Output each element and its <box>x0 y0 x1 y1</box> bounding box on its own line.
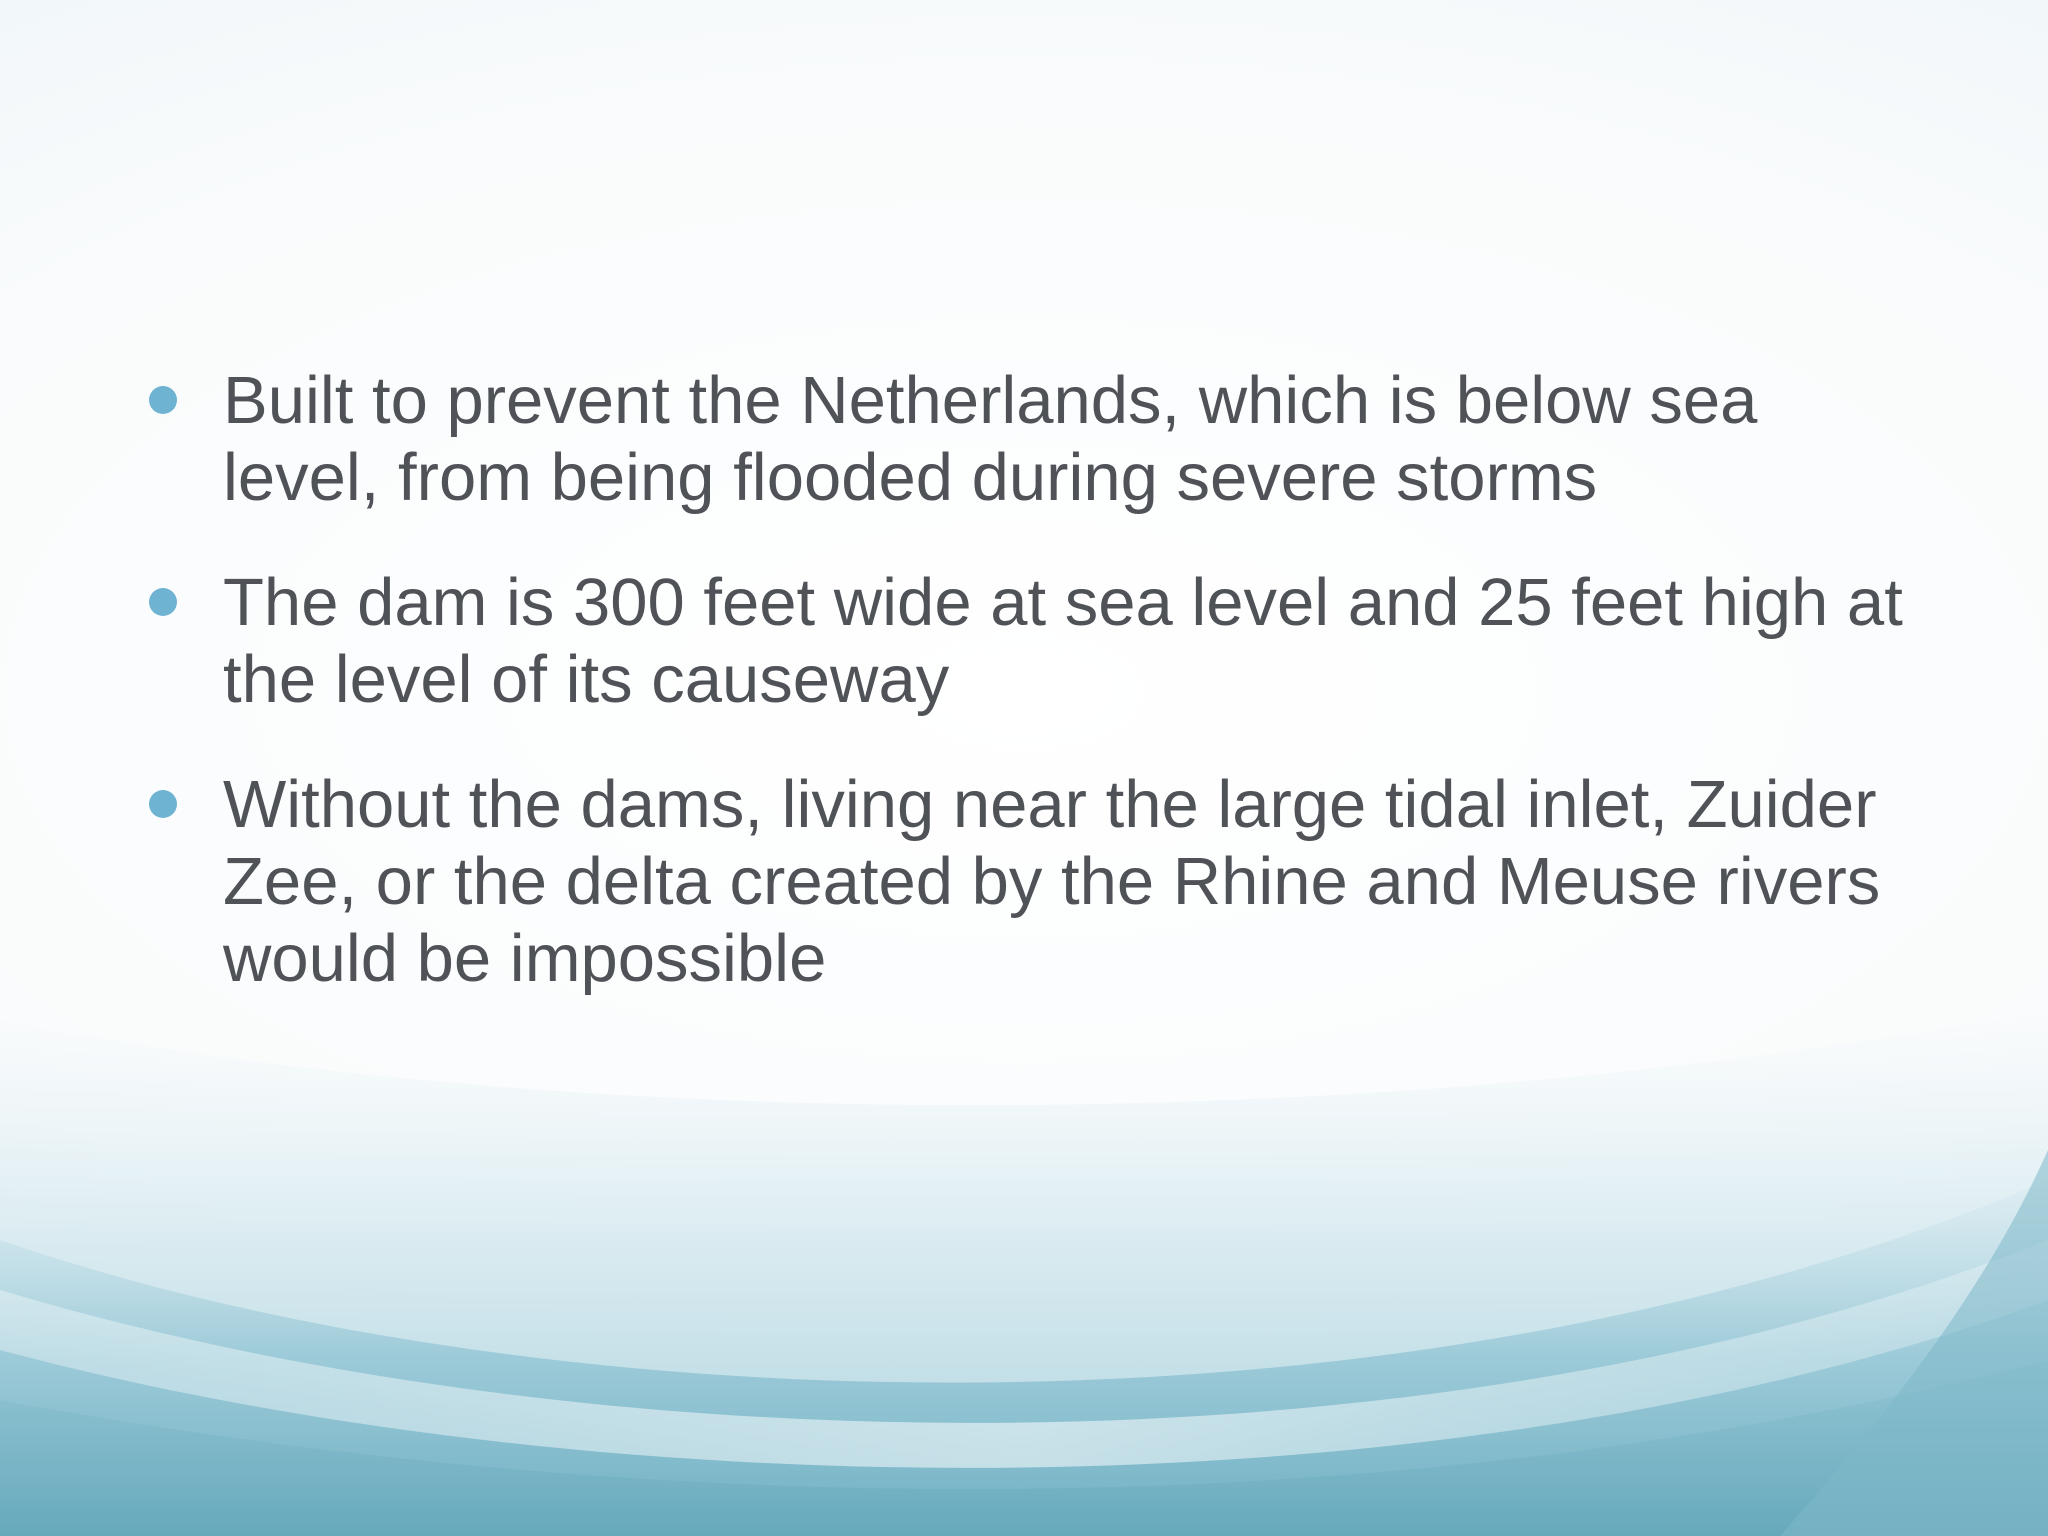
bullet-dot-icon <box>149 588 177 616</box>
bullet-item <box>145 766 1925 997</box>
bullet-list <box>145 362 1925 997</box>
bullet-dot-icon <box>149 386 177 414</box>
bullet-text: The dam is 300 feet wide at sea level and 25 feet high at the level of its causeway <box>223 565 1903 717</box>
bullet-text: Without the dams, living near the large tidal inlet, Zuider Zee, or the delta created by the Rhine and Meuse rivers would be impossible <box>223 767 1881 996</box>
bullet-item <box>145 564 1925 718</box>
bullet-text: Built to prevent the Netherlands, which is below sea level, from being flooded during severe storms <box>223 363 1758 515</box>
bullet-item <box>145 362 1925 516</box>
bullet-dot-icon <box>149 790 177 818</box>
slide-content <box>145 362 1925 1045</box>
